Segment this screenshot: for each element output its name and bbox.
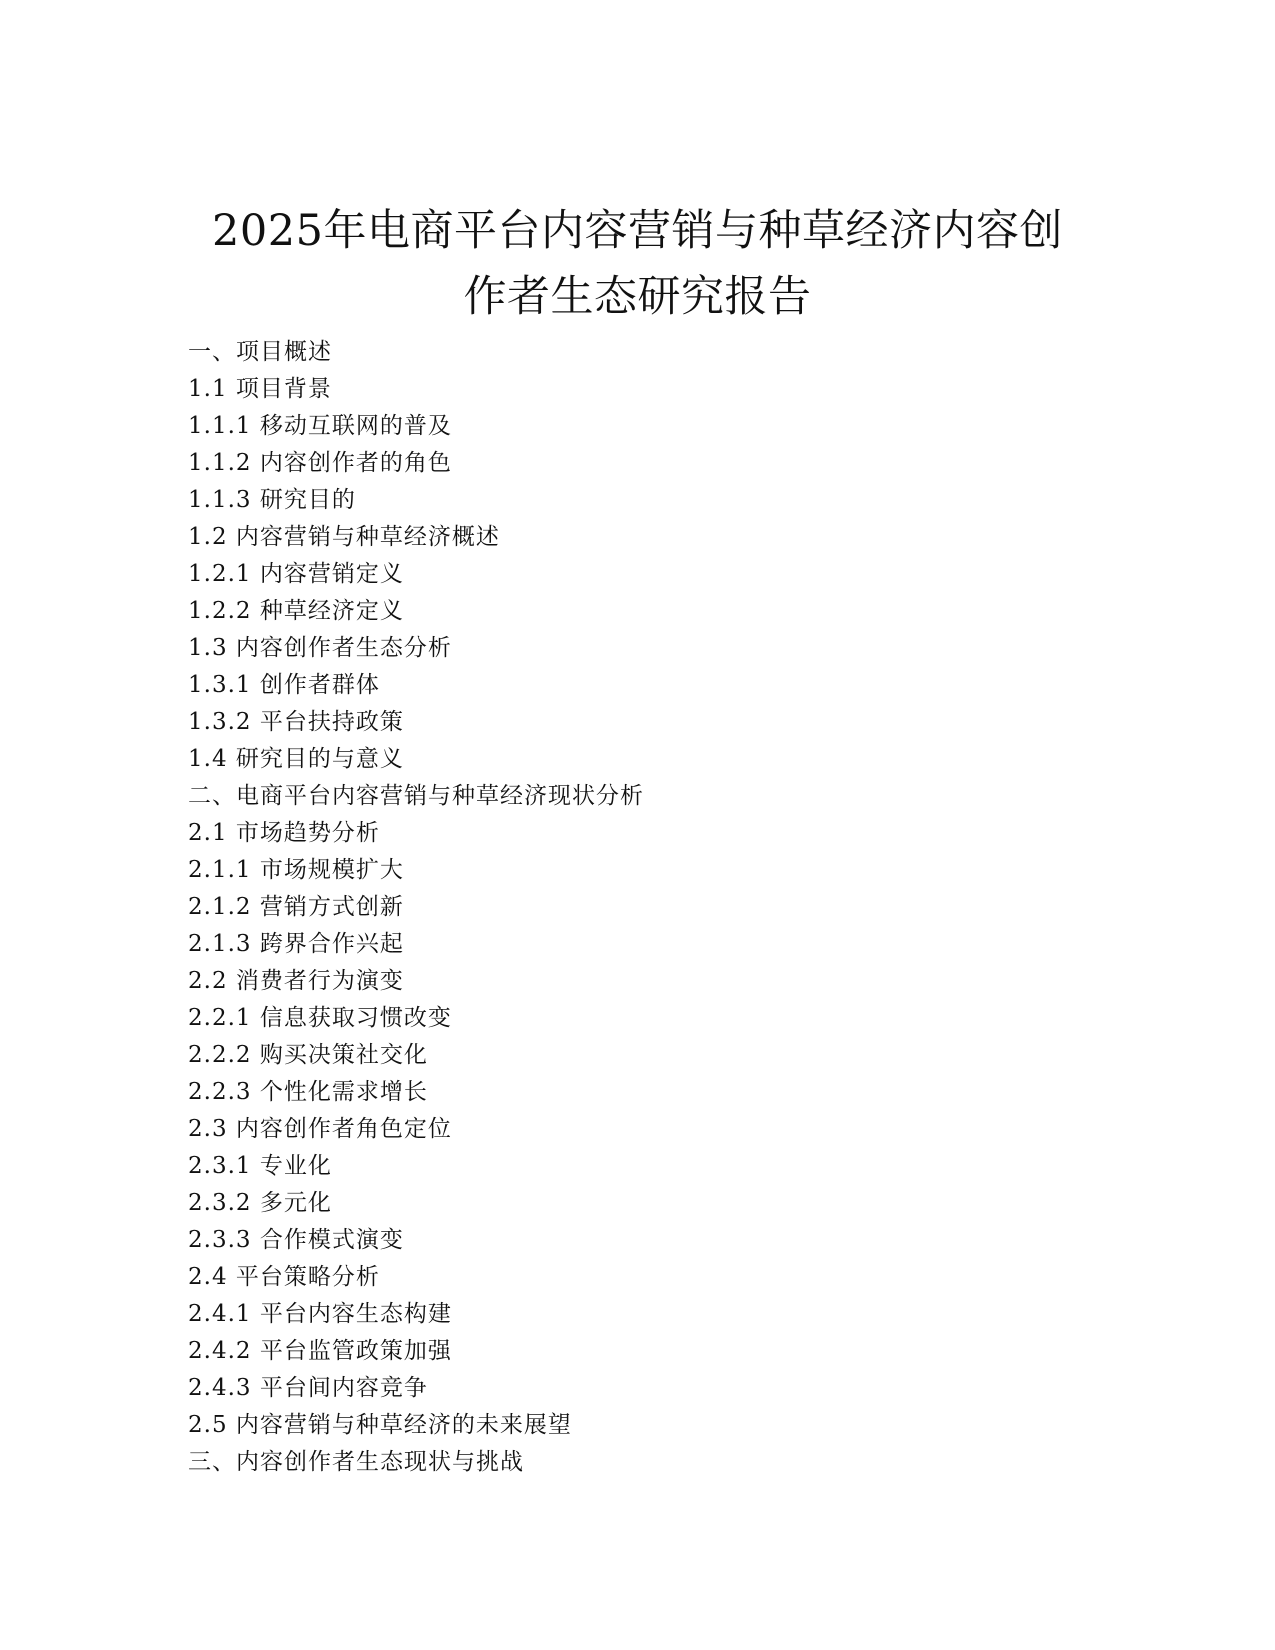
toc-item: 1.4 研究目的与意义 (188, 746, 404, 772)
toc-item: 2.3 内容创作者角色定位 (188, 1116, 452, 1142)
toc-item: 1.1.2 内容创作者的角色 (188, 450, 452, 476)
toc-item: 1.2.1 内容营销定义 (188, 561, 404, 587)
toc-item: 1.3 内容创作者生态分析 (188, 635, 452, 661)
toc-item: 1.1.3 研究目的 (188, 487, 356, 513)
toc-item: 1.3.1 创作者群体 (188, 672, 380, 698)
toc-item: 二、电商平台内容营销与种草经济现状分析 (188, 783, 644, 809)
toc-item: 2.2.3 个性化需求增长 (188, 1079, 428, 1105)
toc-item: 2.1.3 跨界合作兴起 (188, 931, 404, 957)
title-line-1: 2025年电商平台内容营销与种草经济内容创 (212, 206, 1063, 256)
toc-item: 1.1.1 移动互联网的普及 (188, 413, 452, 439)
toc-item: 2.3.2 多元化 (188, 1190, 332, 1216)
toc-item: 2.1.2 营销方式创新 (188, 894, 404, 920)
toc-item: 2.4.1 平台内容生态构建 (188, 1301, 452, 1327)
toc-item: 2.4.2 平台监管政策加强 (188, 1338, 452, 1364)
toc-item: 2.1 市场趋势分析 (188, 820, 380, 846)
toc-item: 2.4.3 平台间内容竞争 (188, 1375, 428, 1401)
toc-item: 2.1.1 市场规模扩大 (188, 857, 404, 883)
toc-item: 2.3.3 合作模式演变 (188, 1227, 404, 1253)
toc-item: 2.2.2 购买决策社交化 (188, 1042, 428, 1068)
table-of-contents (188, 334, 1188, 1481)
title-line-2: 作者生态研究报告 (463, 272, 812, 322)
toc-item: 1.1 项目背景 (188, 376, 332, 402)
toc-item: 1.2.2 种草经济定义 (188, 598, 404, 624)
toc-item: 2.4 平台策略分析 (188, 1264, 380, 1290)
toc-item: 三、内容创作者生态现状与挑战 (188, 1449, 524, 1475)
toc-item: 一、项目概述 (188, 339, 332, 365)
toc-item: 2.2.1 信息获取习惯改变 (188, 1005, 452, 1031)
toc-item: 1.2 内容营销与种草经济概述 (188, 524, 500, 550)
document-title (0, 198, 1275, 330)
toc-item: 2.3.1 专业化 (188, 1153, 332, 1179)
toc-item: 1.3.2 平台扶持政策 (188, 709, 404, 735)
toc-item: 2.2 消费者行为演变 (188, 968, 404, 994)
toc-item: 2.5 内容营销与种草经济的未来展望 (188, 1412, 572, 1438)
